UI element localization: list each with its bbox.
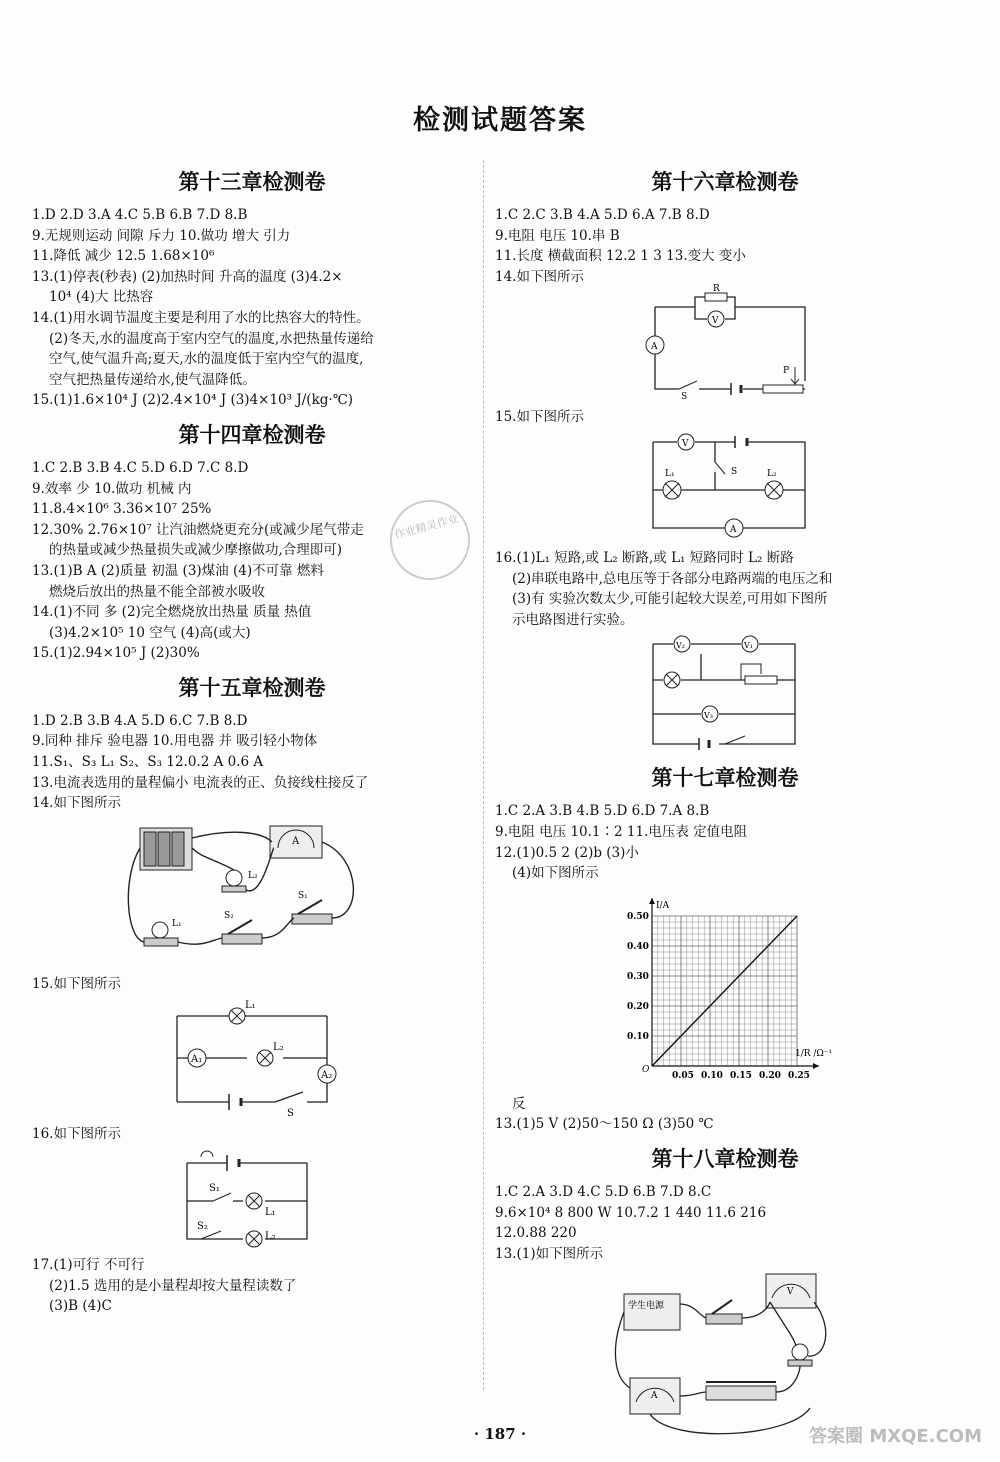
answer-line: 1.C 2.C 3.B 4.A 5.D 6.A 7.B 8.D bbox=[495, 207, 710, 223]
bell-symbol bbox=[201, 1151, 213, 1157]
switch-s1 bbox=[292, 891, 332, 924]
answer-line: 9.6×10⁴ 8 800 W 10.7.2 1 440 11.6 216 bbox=[495, 1204, 767, 1221]
y-tick-label: 0.50 bbox=[627, 911, 649, 922]
v3-label: V₃ bbox=[704, 711, 713, 721]
origin-label: O bbox=[642, 1064, 650, 1075]
a1-label: A₁ bbox=[191, 1054, 203, 1066]
answer-line: 9.电阻 电压 10.1∶2 11.电压表 定值电阻 bbox=[495, 823, 748, 840]
corner-watermark-cn: 答案圈 bbox=[809, 1426, 864, 1447]
answer-line: (3)B (4)C bbox=[49, 1298, 112, 1315]
s-label: S bbox=[681, 392, 688, 403]
answer-line: 14.(1)不同 多 (2)完全燃烧放出热量 质量 热值 bbox=[32, 604, 312, 621]
switch-symbol bbox=[715, 462, 725, 474]
x-tick-label: 0.15 bbox=[730, 1070, 752, 1081]
switch-s2-symbol bbox=[201, 1231, 221, 1239]
column-divider bbox=[483, 160, 484, 1390]
answer-line: (3)4.2×10⁵ 10 空气 (4)高(或大) bbox=[49, 624, 251, 641]
ch15-title: 第十五章检测卷 bbox=[178, 675, 326, 700]
corner-watermark-en: MXQE.COM bbox=[869, 1426, 982, 1447]
answer-line: 1.C 2.A 3.B 4.B 5.D 6.D 7.A 8.B bbox=[495, 803, 710, 820]
answer-line: (2)冬天,水的温度高于室内空气的温度,水把热量传递给 bbox=[49, 330, 374, 347]
answer-line: 11.S₁、S₃ L₁ S₂、S₃ 12.0.2 A 0.6 A bbox=[32, 754, 264, 771]
answer-line: 13.(1)停表(秒表) (2)加热时间 升高的温度 (3)4.2× bbox=[32, 268, 343, 285]
switch-s2 bbox=[222, 911, 262, 944]
answer-line: 1.C 2.B 3.B 4.C 5.D 6.D 7.C 8.D bbox=[32, 459, 249, 476]
ch15-q14-physical-circuit bbox=[122, 818, 382, 968]
x-axis-arrow bbox=[813, 1063, 819, 1069]
l1-label: L₁ bbox=[665, 468, 675, 479]
x-axis-label: 1/R /Ω⁻¹ bbox=[795, 1048, 833, 1059]
slider-p-arrow bbox=[791, 367, 799, 384]
answer-line: 13.(1)B A (2)质量 初温 (3)煤油 (4)不可靠 燃料 bbox=[32, 562, 324, 579]
answer-line: 9.同种 排斥 验电器 10.用电器 并 吸引轻小物体 bbox=[32, 733, 318, 750]
answer-line: 11.长度 横截面积 12.2 1 3 13.变大 变小 bbox=[495, 248, 746, 265]
l1-label: L₁ bbox=[265, 1207, 276, 1219]
page-number: · 187 · bbox=[473, 1425, 527, 1443]
l2-label: L₂ bbox=[767, 468, 777, 479]
answer-line: 12.(1)0.5 2 (2)b (3)小 bbox=[495, 844, 639, 861]
series-line bbox=[652, 916, 797, 1066]
answer-line: 14.(1)用水调节温度主要是利用了水的比热容大的特性。 bbox=[32, 309, 370, 326]
watermark-stamp: 作业精灵作业 bbox=[381, 491, 479, 589]
r-label: R bbox=[713, 284, 720, 295]
y-axis-arrow bbox=[649, 898, 655, 904]
ammeter-device bbox=[270, 826, 322, 858]
ch18-title: 第十八章检测卷 bbox=[651, 1146, 799, 1171]
ch13-title: 第十三章检测卷 bbox=[178, 170, 326, 194]
answer-line: 10⁴ (4)大 比热容 bbox=[49, 289, 154, 306]
y-tick-label: 0.20 bbox=[627, 1001, 649, 1012]
answer-line: 14.如下图所示 bbox=[32, 795, 121, 812]
l2-label: L₂ bbox=[273, 1042, 284, 1054]
answer-line: (3)有 实验次数太少,可能引起较大误差,可用如下图所 bbox=[512, 591, 828, 608]
y-tick-label: 0.30 bbox=[627, 971, 649, 982]
switch-symbol bbox=[679, 381, 697, 389]
answer-line: (2)1.5 选用的是小量程却按大量程读数了 bbox=[49, 1277, 297, 1294]
answer-line: 15.(1)2.94×10⁵ J (2)30% bbox=[32, 645, 200, 662]
answer-line: 1.D 2.B 3.B 4.A 5.D 6.C 7.B 8.D bbox=[32, 712, 248, 729]
answer-line: 15.如下图所示 bbox=[32, 975, 121, 992]
switch-symbol bbox=[725, 736, 745, 744]
x-tick-label: 0.25 bbox=[788, 1070, 810, 1081]
page-title: 检测试题答案 bbox=[413, 105, 587, 136]
student-power-label: 学生电源 bbox=[628, 1301, 665, 1312]
answer-line: 11.降低 减少 12.5 1.68×10⁶ bbox=[32, 248, 215, 265]
right-column bbox=[495, 158, 955, 1454]
answer-line: 1.C 2.A 3.D 4.C 5.D 6.B 7.D 8.C bbox=[495, 1183, 712, 1200]
answer-line: 13.(1)5 V (2)50～150 Ω (3)50 ℃ bbox=[495, 1116, 714, 1133]
ch16-q15-circuit-diagram bbox=[635, 432, 815, 542]
y-tick-label: 0.40 bbox=[627, 941, 649, 952]
ch18-q13-physical-circuit bbox=[610, 1268, 840, 1448]
answer-line: 燃烧后放出的热量不能全部被水吸收 bbox=[49, 583, 265, 600]
voltmeter-device bbox=[766, 1274, 816, 1308]
answer-line: 16.如下图所示 bbox=[32, 1126, 121, 1143]
a-label: A bbox=[651, 1391, 658, 1402]
s1-label: S₁ bbox=[209, 1183, 220, 1195]
l1-label: L₁ bbox=[245, 1000, 256, 1012]
s2-label: S₂ bbox=[197, 1221, 208, 1233]
answer-line: 9.无规则运动 间隙 斥力 10.做功 增大 引力 bbox=[32, 227, 291, 244]
lamp-l1 bbox=[144, 919, 182, 946]
answer-line: 13.电流表选用的量程偏小 电流表的正、负接线柱接反了 bbox=[32, 774, 369, 791]
ch15-q15-circuit-diagram bbox=[157, 998, 347, 1118]
rheostat-symbol bbox=[763, 385, 803, 393]
ch16-q14-circuit-diagram bbox=[635, 284, 815, 403]
l1-label: L₁ bbox=[172, 918, 182, 929]
answer-line: 9.效率 少 10.做功 机械 内 bbox=[32, 480, 192, 497]
answer-line: (2)串联电路中,总电压等于各部分电路两端的电压之和 bbox=[512, 570, 833, 587]
i-vs-inverse-r-chart bbox=[610, 888, 840, 1088]
answer-line: 17.(1)可行 不可行 bbox=[32, 1257, 145, 1274]
v-label: V bbox=[787, 1287, 794, 1298]
v-label: V bbox=[682, 438, 689, 449]
s1-label: S₁ bbox=[298, 890, 308, 901]
switch-s1-symbol bbox=[213, 1193, 231, 1201]
answer-line: 15.如下图所示 bbox=[495, 409, 584, 426]
corner-watermark bbox=[809, 1422, 982, 1448]
answer-line: 9.电阻 电压 10.串 B bbox=[495, 227, 620, 244]
answer-line: 空气,使气温升高;夏天,水的温度低于室内空气的温度, bbox=[49, 351, 364, 368]
answer-line: 示电路图进行实验。 bbox=[512, 611, 634, 628]
l2-label: L₂ bbox=[265, 1231, 276, 1243]
rheostat-symbol bbox=[745, 676, 777, 684]
x-tick-label: 0.05 bbox=[672, 1070, 694, 1081]
l2-label: L₂ bbox=[248, 870, 258, 881]
v1-label: V₁ bbox=[744, 641, 753, 651]
answer-line: 14.如下图所示 bbox=[495, 268, 584, 285]
a-label: A bbox=[730, 524, 737, 535]
x-tick-label: 0.20 bbox=[759, 1070, 781, 1081]
answer-line: 12.0.88 220 bbox=[495, 1225, 577, 1242]
ammeter-device bbox=[630, 1378, 680, 1414]
ch16-q16-circuit-diagram bbox=[635, 634, 815, 754]
ch15-q16-circuit-diagram bbox=[167, 1149, 337, 1249]
v-label: V bbox=[712, 316, 719, 327]
v2-label: V₂ bbox=[676, 641, 685, 651]
switch-device bbox=[706, 1300, 742, 1324]
ch17-title: 第十七章检测卷 bbox=[651, 766, 799, 791]
s2-label: S₂ bbox=[224, 910, 234, 921]
p-label: P bbox=[783, 366, 790, 377]
answer-line: 11.8.4×10⁶ 3.36×10⁷ 25% bbox=[32, 501, 212, 518]
ch16-title: 第十六章检测卷 bbox=[651, 170, 799, 194]
s-label: S bbox=[287, 1108, 294, 1120]
answer-line: 12.30% 2.76×10⁷ 让汽油燃烧更充分(或减少尾气带走 bbox=[32, 521, 364, 538]
answer-line: 空气把热量传递给水,使气温降低。 bbox=[49, 371, 256, 388]
resistor-r-symbol bbox=[705, 293, 727, 301]
student-power-supply bbox=[624, 1294, 680, 1330]
answer-line: (4)如下图所示 bbox=[512, 865, 599, 882]
circuit-wires bbox=[653, 644, 795, 744]
battery-box bbox=[140, 828, 192, 870]
answer-line: 1.D 2.D 3.A 4.C 5.B 6.B 7.D 8.B bbox=[32, 207, 248, 223]
left-column bbox=[32, 158, 472, 1317]
switch-symbol bbox=[275, 1092, 303, 1102]
ammeter-label: A bbox=[292, 835, 300, 847]
lamp-device bbox=[788, 1344, 812, 1366]
answer-line: 反 bbox=[512, 1095, 526, 1112]
y-axis-label: I/A bbox=[656, 900, 670, 911]
y-tick-label: 0.10 bbox=[627, 1031, 649, 1042]
answer-line: 的热量或减少热量损失或减少摩擦做功,合理即可) bbox=[49, 542, 343, 559]
s-label: S bbox=[731, 466, 738, 477]
ch14-title: 第十四章检测卷 bbox=[178, 422, 326, 447]
x-tick-label: 0.10 bbox=[701, 1070, 723, 1081]
answer-line: 13.(1)如下图所示 bbox=[495, 1245, 604, 1262]
a2-label: A₂ bbox=[321, 1070, 333, 1082]
answer-line: 15.(1)1.6×10⁴ J (2)2.4×10⁴ J (3)4×10³ J/(kg·℃) bbox=[32, 392, 354, 409]
a-label: A bbox=[651, 342, 658, 353]
answer-line: 16.(1)L₁ 短路,或 L₂ 断路,或 L₁ 短路同时 L₂ 断路 bbox=[495, 549, 794, 566]
lamp-l2 bbox=[222, 870, 258, 892]
rheostat-device bbox=[706, 1382, 776, 1400]
